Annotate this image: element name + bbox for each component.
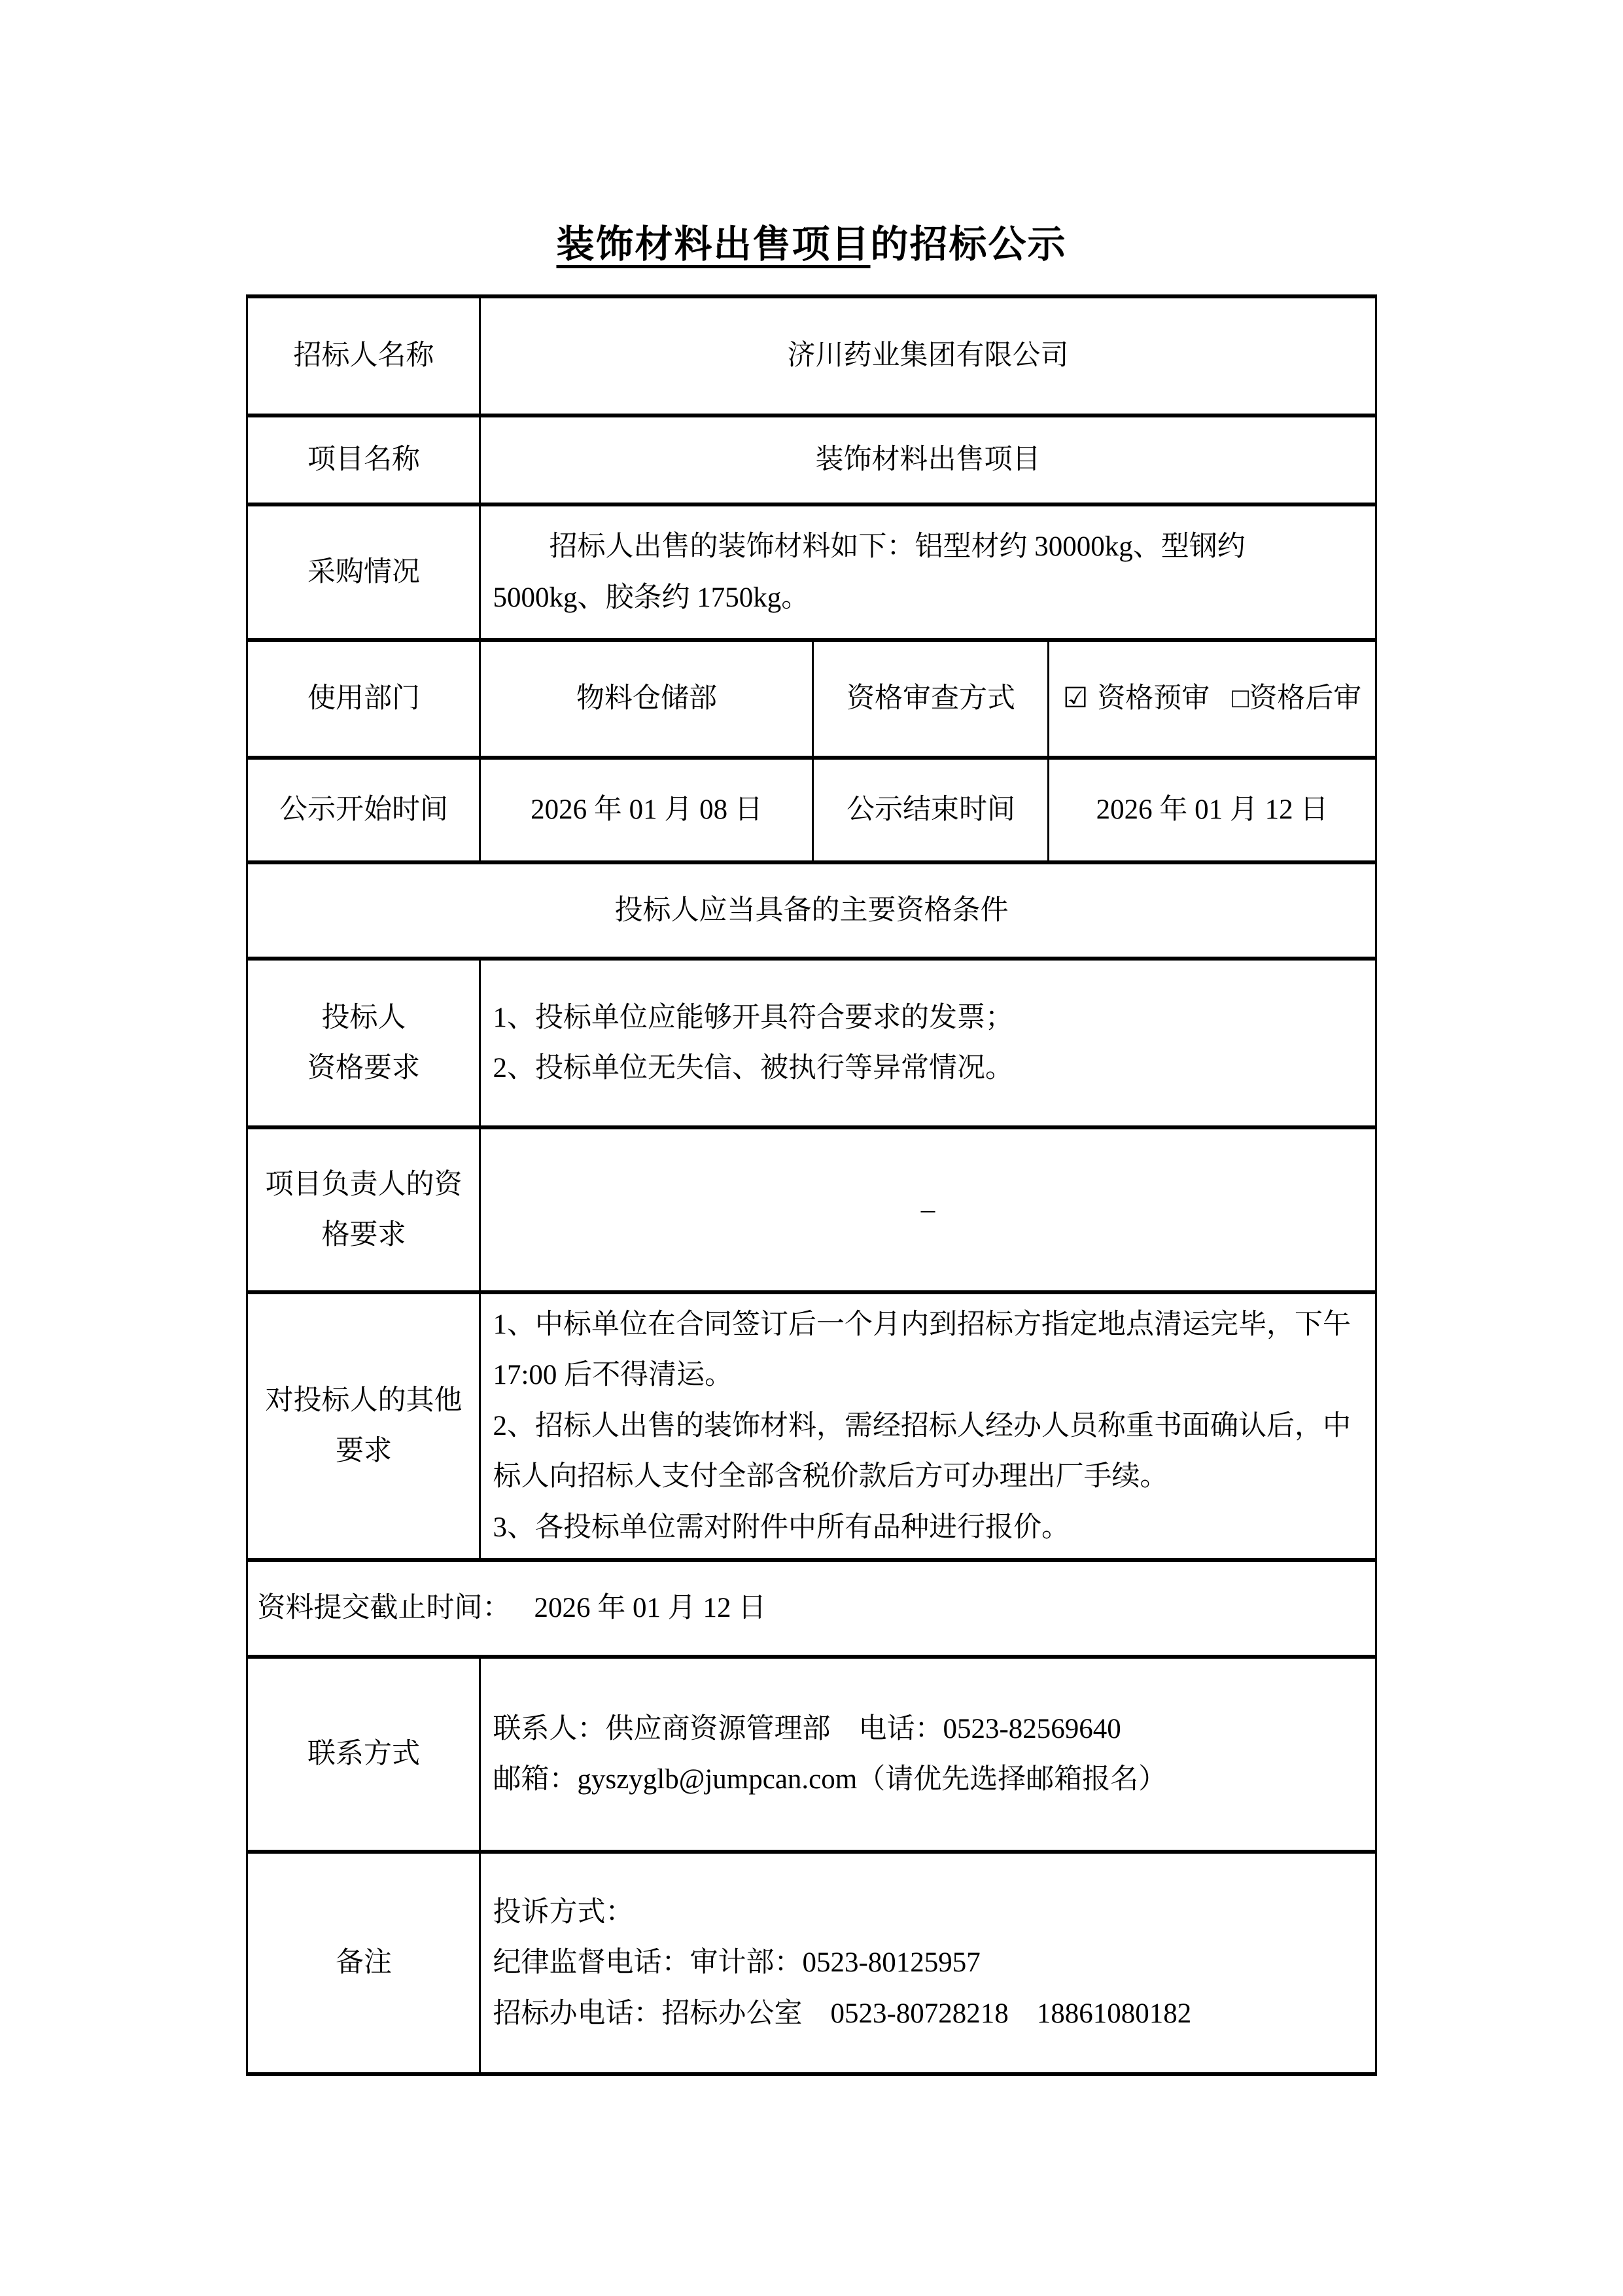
bidder-qualification-item: 1、投标单位应能够开具符合要求的发票； xyxy=(493,1002,1013,1033)
pm-qualification-value: – xyxy=(480,1127,1376,1292)
pm-qualification-label-line: 项目负责人的资 xyxy=(265,1169,462,1200)
project-name-row xyxy=(247,415,1376,504)
tenderer-value: 济川药业集团有限公司 xyxy=(480,296,1376,415)
other-requirements-row xyxy=(247,1292,1376,1560)
checked-checkbox-icon: ☑ xyxy=(1062,683,1089,715)
department-value: 物料仓储部 xyxy=(480,640,813,758)
deadline-row xyxy=(247,1560,1376,1657)
contact-line: 邮箱：gyszyglb@jumpcan.com（请优先选择邮箱报名） xyxy=(493,1763,1167,1795)
review-method-value xyxy=(1049,640,1376,758)
other-requirements-line: 3、各投标单位需对附件中所有品种进行报价。 xyxy=(493,1511,1070,1543)
project-name-value: 装饰材料出售项目 xyxy=(480,415,1376,504)
deadline-label: 资料提交截止时间： xyxy=(257,1593,511,1624)
publicity-start-value: 2026 年 01 月 08 日 xyxy=(480,758,813,862)
title-underlined-text: 装饰材料出售项目 xyxy=(556,223,871,266)
other-requirements-line: 2、招标人出售的装饰材料，需经招标人经办人员称重书面确认后，中 xyxy=(493,1410,1351,1441)
deadline-value: 2026 年 01 月 12 日 xyxy=(534,1593,767,1624)
other-requirements-value xyxy=(480,1292,1376,1560)
qualification-header-row xyxy=(247,862,1376,959)
other-requirements-label xyxy=(247,1292,480,1560)
other-requirements-line: 1、中标单位在合同签订后一个月内到招标方指定地点清运完毕，下午 xyxy=(493,1309,1351,1340)
postqualification-label: 资格后审 xyxy=(1249,683,1362,715)
other-requirements-label-line: 要求 xyxy=(335,1436,392,1467)
department-review-row xyxy=(247,640,1376,758)
bidder-qualification-value xyxy=(480,959,1376,1127)
contact-row xyxy=(247,1657,1376,1852)
unchecked-checkbox-icon: □ xyxy=(1232,683,1249,715)
title-rest-text: 的招标公示 xyxy=(870,223,1067,266)
contact-value xyxy=(480,1657,1376,1852)
bidder-qualification-row xyxy=(247,959,1376,1127)
procurement-row xyxy=(247,504,1376,640)
prequalification-label: 资格预审 xyxy=(1097,683,1210,715)
remarks-line: 纪律监督电话：审计部：0523-80125957 xyxy=(493,1947,981,1979)
publicity-end-value: 2026 年 01 月 12 日 xyxy=(1049,758,1376,862)
procurement-label: 采购情况 xyxy=(247,504,480,640)
other-requirements-line: 标人向招标人支付全部含税价款后方可办理出厂手续。 xyxy=(493,1461,1168,1492)
tender-notice-table xyxy=(246,294,1376,2076)
procurement-value xyxy=(480,504,1376,640)
publicity-end-label: 公示结束时间 xyxy=(813,758,1049,862)
contact-line: 联系人：供应商资源管理部 电话：0523-82569640 xyxy=(493,1713,1121,1744)
remarks-label: 备注 xyxy=(247,1852,480,2074)
bidder-qualification-label-line: 投标人 xyxy=(321,1002,406,1033)
pm-qualification-label xyxy=(247,1127,480,1292)
remarks-line: 投诉方式： xyxy=(493,1896,634,1928)
qualification-header: 投标人应当具备的主要资格条件 xyxy=(247,862,1376,959)
bidder-qualification-label xyxy=(247,959,480,1127)
procurement-line: 5000kg、胶条约 1750kg。 xyxy=(493,582,810,613)
tenderer-label: 招标人名称 xyxy=(247,296,480,415)
department-label: 使用部门 xyxy=(247,640,480,758)
page-title xyxy=(0,223,1623,266)
remarks-line: 招标办电话：招标办公室 0523-80728218 18861080182 xyxy=(493,1998,1192,2029)
other-requirements-label-line: 对投标人的其他 xyxy=(265,1385,462,1417)
pm-qualification-label-line: 格要求 xyxy=(321,1220,406,1250)
publicity-dates-row xyxy=(247,758,1376,862)
remarks-value xyxy=(480,1852,1376,2074)
pm-qualification-row xyxy=(247,1127,1376,1292)
deadline-cell xyxy=(247,1560,1376,1657)
bidder-qualification-item: 2、投标单位无失信、被执行等异常情况。 xyxy=(493,1053,1013,1084)
contact-label: 联系方式 xyxy=(247,1657,480,1852)
bidder-qualification-label-line: 资格要求 xyxy=(307,1053,420,1084)
remarks-row xyxy=(247,1852,1376,2074)
publicity-start-label: 公示开始时间 xyxy=(247,758,480,862)
project-name-label: 项目名称 xyxy=(247,415,480,504)
review-method-label: 资格审查方式 xyxy=(813,640,1049,758)
procurement-line: 招标人出售的装饰材料如下：铝型材约 30000kg、型钢约 xyxy=(549,531,1246,563)
tenderer-row xyxy=(247,296,1376,415)
other-requirements-line: 17:00 后不得清运。 xyxy=(493,1360,733,1391)
